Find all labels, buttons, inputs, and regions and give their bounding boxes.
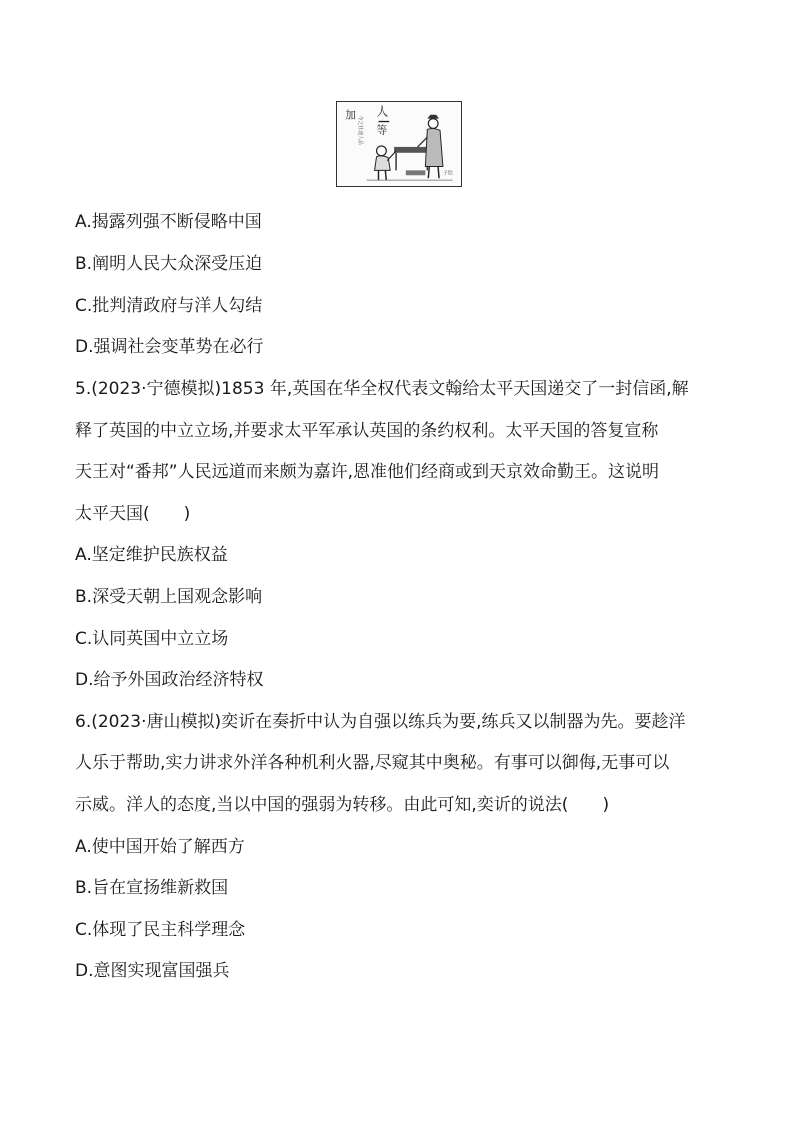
cartoon-drawing: [337, 102, 461, 186]
q4-option-a: A.揭露列强不断侵略中国: [75, 212, 262, 232]
q5-option-d: D.给予外国政治经济特权: [75, 670, 264, 690]
q6-stem-line-1: 6.(2023·唐山模拟)奕䜣在奏折中认为自强以练兵为要,练兵又以制器为先。要趁洋: [75, 712, 686, 732]
q6-option-c: C.体现了民主科学理念: [75, 920, 246, 940]
cartoon-signature: 子恺: [442, 170, 453, 177]
q6-option-b: B.旨在宣扬维新救国: [75, 878, 229, 898]
q5-stem-line-1: 5.(2023·宁德模拟)1853 年,英国在华全权代表文翰给太平天国递交了一封信函,解: [75, 379, 689, 399]
cartoon-title-char-2: 人: [376, 104, 389, 119]
cartoon-image: [336, 101, 462, 187]
cartoon-subtitle: 今之仕途人品: [356, 115, 363, 145]
q5-stem-line-2: 释了英国的中立立场,并要求太平军承认英国的条约权利。太平天国的答复宣称: [75, 421, 659, 441]
q5-option-a: A.坚定维护民族权益: [75, 545, 228, 565]
q5-option-b: B.深受天朝上国观念影响: [75, 587, 263, 607]
q5-stem-line-3: 天王对“番邦”人民远道而来颇为嘉许,恩准他们经商或到天京效命勤王。这说明: [75, 462, 660, 482]
q6-option-d: D.意图实现富国强兵: [75, 961, 230, 981]
q4-option-b: B.阐明人民大众深受压迫: [75, 254, 263, 274]
q5-option-c: C.认同英国中立立场: [75, 629, 229, 649]
q6-stem-line-2: 人乐于帮助,实力讲求外洋各种机利火器,尽窥其中奥秘。有事可以御侮,无事可以: [75, 753, 670, 773]
q6-stem-line-3: 示威。洋人的态度,当以中国的强弱为转移。由此可知,奕䜣的说法( ): [75, 795, 610, 815]
q5-stem-line-4: 太平天国( ): [75, 504, 191, 524]
q6-option-a: A.使中国开始了解西方: [75, 837, 245, 857]
q4-option-c: C.批判清政府与洋人勾结: [75, 296, 263, 316]
cartoon-title-char-4: 等: [376, 123, 388, 137]
q4-option-d: D.强调社会变革势在必行: [75, 337, 264, 357]
cartoon-title-char-1: 加: [345, 108, 357, 122]
